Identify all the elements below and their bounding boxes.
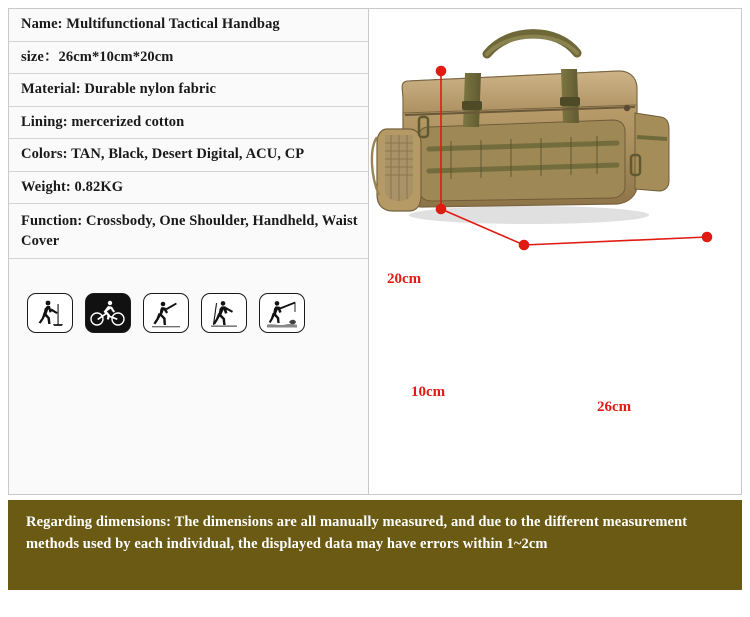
spec-row bbox=[9, 9, 368, 42]
product-image-illustration bbox=[369, 9, 743, 494]
spec-weight: Weight: 0.82KG bbox=[21, 178, 124, 195]
spec-row bbox=[9, 139, 368, 172]
spec-row bbox=[9, 74, 368, 107]
spec-row bbox=[9, 42, 368, 75]
spec-row bbox=[9, 172, 368, 205]
climbing-icon bbox=[143, 293, 189, 333]
spec-name: Name: Multifunctional Tactical Handbag bbox=[21, 16, 280, 32]
spec-size: size：26cm*10cm*20cm bbox=[21, 48, 174, 65]
spec-row bbox=[9, 107, 368, 140]
hiking-icon bbox=[27, 293, 73, 333]
product-photo-panel bbox=[369, 9, 741, 494]
specification-table bbox=[9, 9, 369, 494]
spec-row bbox=[9, 204, 368, 258]
spec-function: Function: Crossbody, One Shoulder, Handheld, Waist Cover bbox=[21, 213, 358, 249]
spec-colors: Colors: TAN, Black, Desert Digital, ACU, CP bbox=[21, 146, 305, 163]
dimension-depth-label: 10cm bbox=[411, 384, 446, 400]
trekking-icon bbox=[201, 293, 247, 333]
spec-lining: Lining: mercerized cotton bbox=[21, 113, 185, 130]
spec-sheet bbox=[8, 8, 742, 495]
cycling-icon bbox=[85, 293, 131, 333]
spec-material: Material: Durable nylon fabric bbox=[21, 81, 217, 98]
product-image bbox=[369, 9, 741, 494]
fishing-icon bbox=[259, 293, 305, 333]
usage-icon-strip bbox=[9, 259, 368, 495]
dimension-notice-bar bbox=[8, 500, 742, 590]
dimension-height-label: 20cm bbox=[387, 271, 422, 287]
dimension-width-label: 26cm bbox=[597, 399, 632, 415]
notice-text: Regarding dimensions: The dimensions are all manually measured, and due to the different measurement methods used by each individual, the displayed data may have errors within 1~2cm bbox=[26, 514, 688, 552]
